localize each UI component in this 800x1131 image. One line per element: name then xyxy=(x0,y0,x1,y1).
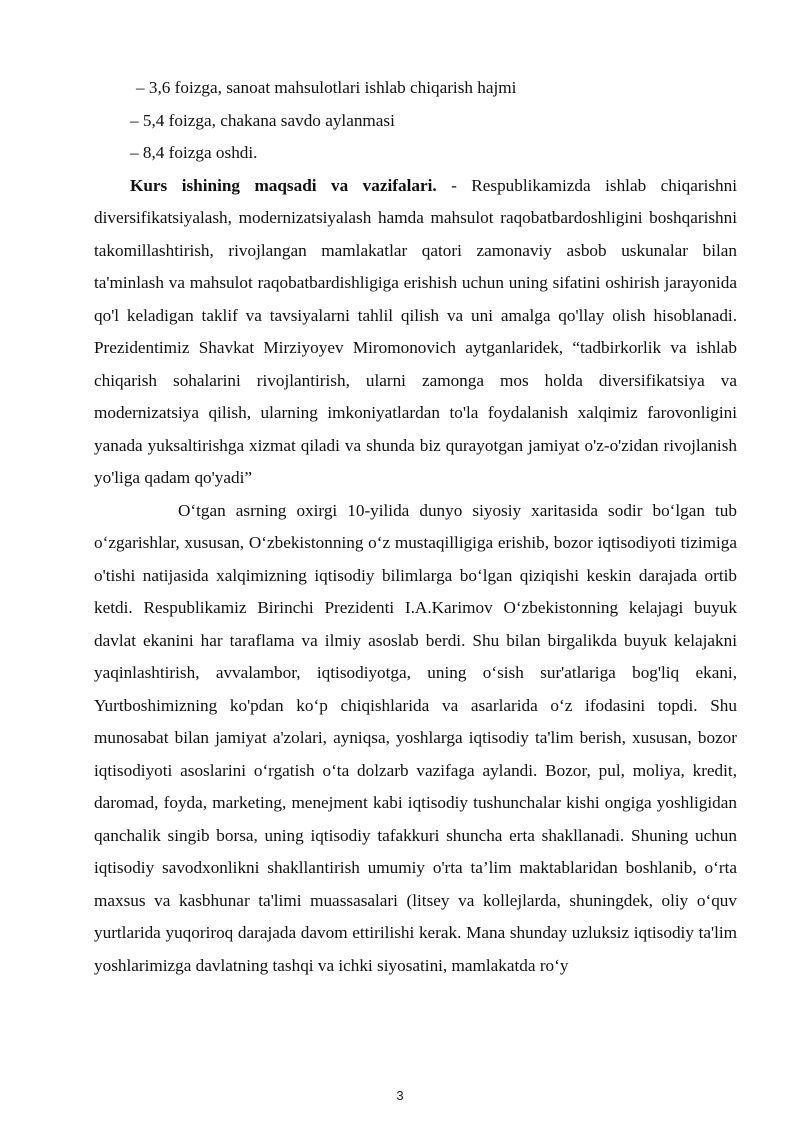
bullet-line-2: – 5,4 foizga, chakana savdo aylanmasi xyxy=(130,110,395,130)
paragraph-heading: Kurs ishining maqsadi va vazifalari. xyxy=(130,175,437,195)
paragraph-goals xyxy=(94,170,737,495)
bullet-line-1: – 3,6 foizga, sanoat mahsulotlari ishlab chiqarish hajmi xyxy=(136,78,517,97)
bullet-line-3: – 8,4 foizga oshdi. xyxy=(130,143,258,162)
paragraph-goals-text: - Respublikamizda ishlab chiqarishni diversifikatsiyalash, modernizatsiyalash hamda mahsulot raqobatbardoshligini boshqarishni takomillashtirish, rivojlangan mamlakatlar qatori zamonaviy asbob uskunalar bilan ta'minlash va mahsulot raqobatbardishligiga erishish uchun uning sifatini oshirish jarayonida qo'l keladigan taklif va tavsiyalarni tahlil qilish va uni amalga qo'llay olish hisoblanadi. Prezidentimiz Shavkat Mirziyoyev Miromonovich aytganlaridek, “tadbirkorlik va ishlab chiqarish sohalarini rivojlantirish, ularni zamonga mos holda diversifikatsiya va modernizatsiya qilish, ularning imkoniyatlardan to'la foydalanish xalqimiz farovonligini yanada yuksaltirishga xizmat qiladi va shunda biz qurayotgan jamiyat o'z-o'zidan rivojlanish yo'liga qadam qo'yadi” xyxy=(94,175,737,487)
paragraph-history: O‘tgan asrning oxirgi 10-yilida dunyo siyosiy xaritasida sodir bo‘lgan tub o‘zgarishlar, xususan, O‘zbekistonning o‘z mustaqilligiga erishib, bozor iqtisodiyoti tizimiga o'tishi natijasida xalqimizning iqtisodiy bilimlarga bo‘lgan qiziqishi keskin darajada ortib ketdi. Respublikamiz Birinchi Prezidenti I.A.Karimov O‘zbekistonning kelajagi buyuk davlat ekanini har taraflama va ilmiy asoslab berdi. Shu bilan birgalikda buyuk kelajakni yaqinlashtirish, avvalambor, iqtisodiyotga, uning o‘sish sur'atlariga bog'liq ekani, Yurtboshimizning ko'pdan ko‘p chiqishlarida va asarlarida o‘z ifodasini topdi. Shu munosabat bilan jamiyat a'zolari, ayniqsa, yoshlarga iqtisodiy ta'lim berish, xususan, bozor iqtisodiyoti asoslarini o‘rgatish o‘ta dolzarb vazifaga aylandi. Bozor, pul, moliya, kredit, daromad, foyda, marketing, menejment kabi iqtisodiy tushunchalar kishi ongiga yoshligidan qanchalik singib borsa, uning iqtisodiy tafakkuri shuncha erta shakllanadi. Shuning uchun iqtisodiy savodxonlikni shakllantirish umumiy o'rta ta’lim maktablaridan boshlanib, o‘rta maxsus va kasbhunar ta'limi muassasalari (litsey va kollejlarda, shuningdek, oliy o‘quv yurtlarida yuqoriroq darajada davom ettirilishi kerak. Mana shunday uzluksiz iqtisodiy ta'lim yoshlarimizga davlatning tashqi va ichki siyosatini, mamlakatda ro‘y xyxy=(94,500,737,975)
page-number: 3 xyxy=(396,1088,404,1103)
document-page xyxy=(94,72,737,982)
